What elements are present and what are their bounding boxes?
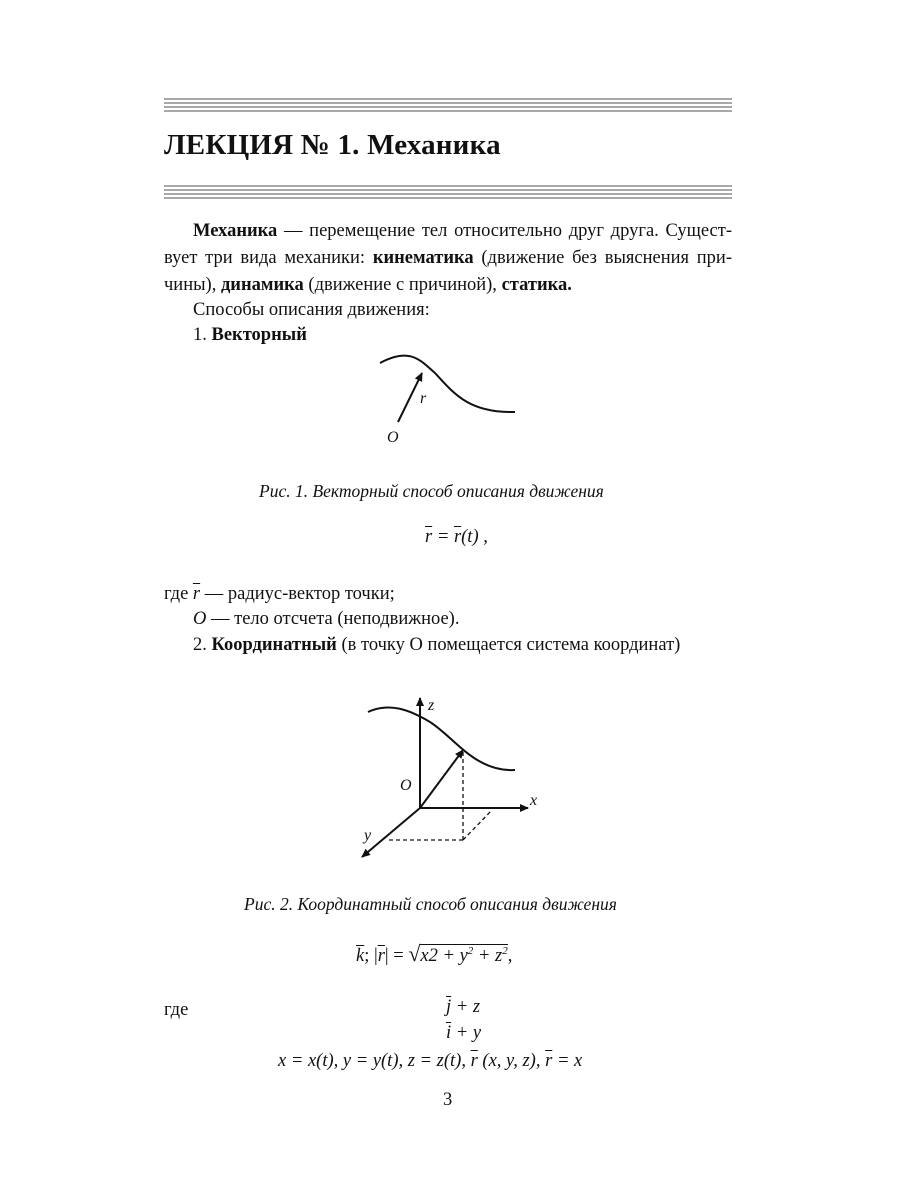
page-number: 3 [443,1090,453,1110]
projection-dashed-x [463,810,492,840]
methods-title: Способы описания движения: [193,300,430,320]
label-x: x [530,792,538,809]
trajectory-curve [380,356,515,412]
formula-1: $\overline{r} = \overline{r}(t)$ , [425,527,488,547]
method-1: 1. Векторный [193,325,307,345]
intro-line-2: вует три вида механики: кинематика (движение без выяснения при- [164,248,732,268]
figure-1-caption: Рис. 1. Векторный способ описания движения [259,481,604,501]
where-2: где [164,1000,189,1020]
label-r: r [420,390,427,407]
figure-1-vector [370,345,530,455]
radius-vector-arrow [398,373,422,422]
method-2: 2. Координатный (в точку О помещается система координат) [193,635,681,655]
label-z: z [428,697,435,714]
lecture-heading: ЛЕКЦИЯ № 1. Механика [164,129,501,161]
where-1-r: где $\overline{r}$ — радиус-вектор точки; [164,584,395,604]
formula-3-coords: x = x(t), y = y(t), z = z(t), $\overline{r}$ (x, y, z), $\overline{r} = x$ [278,1051,583,1071]
trajectory-curve-2 [368,707,515,770]
figure-2-coordinates [350,690,560,870]
label-o: O [387,429,399,446]
radius-vector-arrow-2 [420,750,463,808]
intro-line-1: Механика — перемещение тел относительно друг друга. Сущест- [193,221,732,241]
formula-2: $\overline{k}$; $|\overline{r}| = √x2 + y^2 + z^2$, [356,941,513,966]
formula-3-i: $\overline{i} + y$ [446,1023,482,1043]
intro-line-3: чины), динамика (движение с причиной), статика. [164,275,572,295]
figure-2-caption: Рис. 2. Координатный способ описания движения [244,894,617,914]
where-1-o: O — тело отсчета (неподвижное). [193,609,460,629]
label-y: y [364,827,372,844]
header-rule-top [164,98,732,114]
header-rule-bottom [164,185,732,201]
formula-3-j: $\overline{j} + z$ [446,997,481,1017]
label-o-2: O [400,777,412,794]
